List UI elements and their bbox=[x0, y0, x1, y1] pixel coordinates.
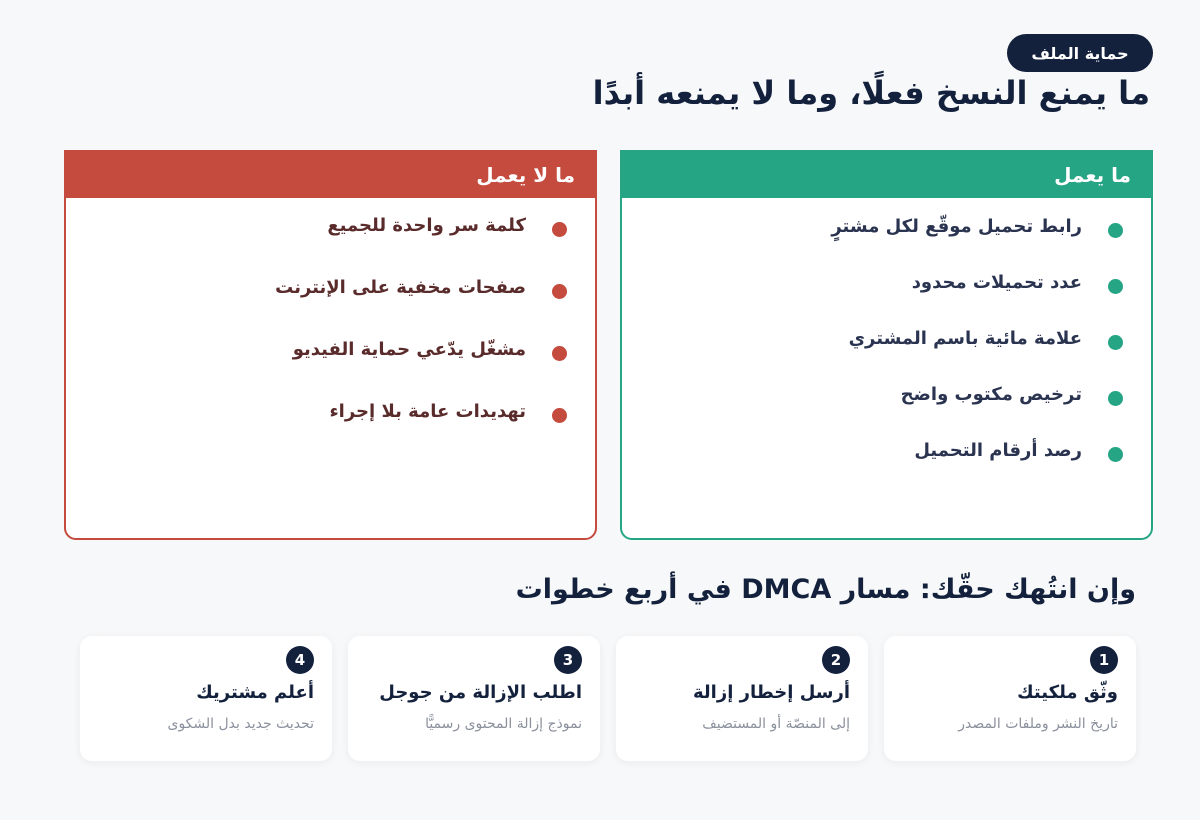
red-bullet-icon bbox=[552, 222, 567, 237]
list-item bbox=[622, 328, 1151, 384]
fails-panel bbox=[64, 150, 597, 540]
list-item bbox=[66, 401, 595, 463]
section-badge: حماية الملف bbox=[1007, 34, 1153, 72]
step-description: إلى المنصّة أو المستضيف bbox=[702, 716, 850, 732]
list-item-label: عدد تحميلات محدود bbox=[911, 272, 1082, 293]
step-title: أعلم مشتريك bbox=[196, 682, 314, 703]
step-number: 1 bbox=[1090, 646, 1118, 674]
red-bullet-icon bbox=[552, 408, 567, 423]
list-item-label: رابط تحميل موقّع لكل مشترٍ bbox=[831, 216, 1082, 237]
list-item bbox=[622, 216, 1151, 272]
list-item bbox=[66, 339, 595, 401]
green-bullet-icon bbox=[1108, 447, 1123, 462]
works-list bbox=[622, 198, 1151, 496]
step-card-1 bbox=[884, 636, 1136, 761]
step-title: وثّق ملكيتك bbox=[1017, 682, 1118, 703]
list-item bbox=[622, 384, 1151, 440]
works-panel bbox=[620, 150, 1153, 540]
list-item-label: مشغّل يدّعي حماية الفيديو bbox=[292, 339, 526, 360]
step-description: تحديث جديد بدل الشكوى bbox=[167, 716, 314, 732]
green-bullet-icon bbox=[1108, 391, 1123, 406]
red-bullet-icon bbox=[552, 346, 567, 361]
page-title: ما يمنع النسخ فعلًا، وما لا يمنعه أبدًا bbox=[592, 74, 1150, 112]
red-bullet-icon bbox=[552, 284, 567, 299]
dmca-title: وإن انتُهك حقّك: مسار DMCA في أربع خطوات bbox=[515, 574, 1136, 605]
step-number: 4 bbox=[286, 646, 314, 674]
green-bullet-icon bbox=[1108, 279, 1123, 294]
step-card-4 bbox=[80, 636, 332, 761]
step-card-2 bbox=[616, 636, 868, 761]
list-item bbox=[66, 277, 595, 339]
green-bullet-icon bbox=[1108, 223, 1123, 238]
step-number: 2 bbox=[822, 646, 850, 674]
list-item-label: تهديدات عامة بلا إجراء bbox=[329, 401, 526, 422]
step-number: 3 bbox=[554, 646, 582, 674]
list-item bbox=[66, 215, 595, 277]
step-card-3 bbox=[348, 636, 600, 761]
step-description: تاريخ النشر وملفات المصدر bbox=[958, 716, 1118, 732]
green-bullet-icon bbox=[1108, 335, 1123, 350]
fails-heading: ما لا يعمل bbox=[66, 152, 595, 198]
list-item-label: علامة مائية باسم المشتري bbox=[848, 328, 1082, 349]
list-item-label: صفحات مخفية على الإنترنت bbox=[275, 277, 526, 298]
step-description: نموذج إزالة المحتوى رسميًّا bbox=[425, 716, 582, 732]
list-item-label: رصد أرقام التحميل bbox=[914, 440, 1082, 461]
works-heading: ما يعمل bbox=[622, 152, 1151, 198]
list-item-label: كلمة سر واحدة للجميع bbox=[327, 215, 526, 236]
list-item bbox=[622, 272, 1151, 328]
list-item-label: ترخيص مكتوب واضح bbox=[900, 384, 1082, 405]
list-item bbox=[622, 440, 1151, 496]
step-title: اطلب الإزالة من جوجل bbox=[379, 682, 582, 703]
step-title: أرسل إخطار إزالة bbox=[692, 682, 850, 703]
fails-list bbox=[66, 198, 595, 463]
